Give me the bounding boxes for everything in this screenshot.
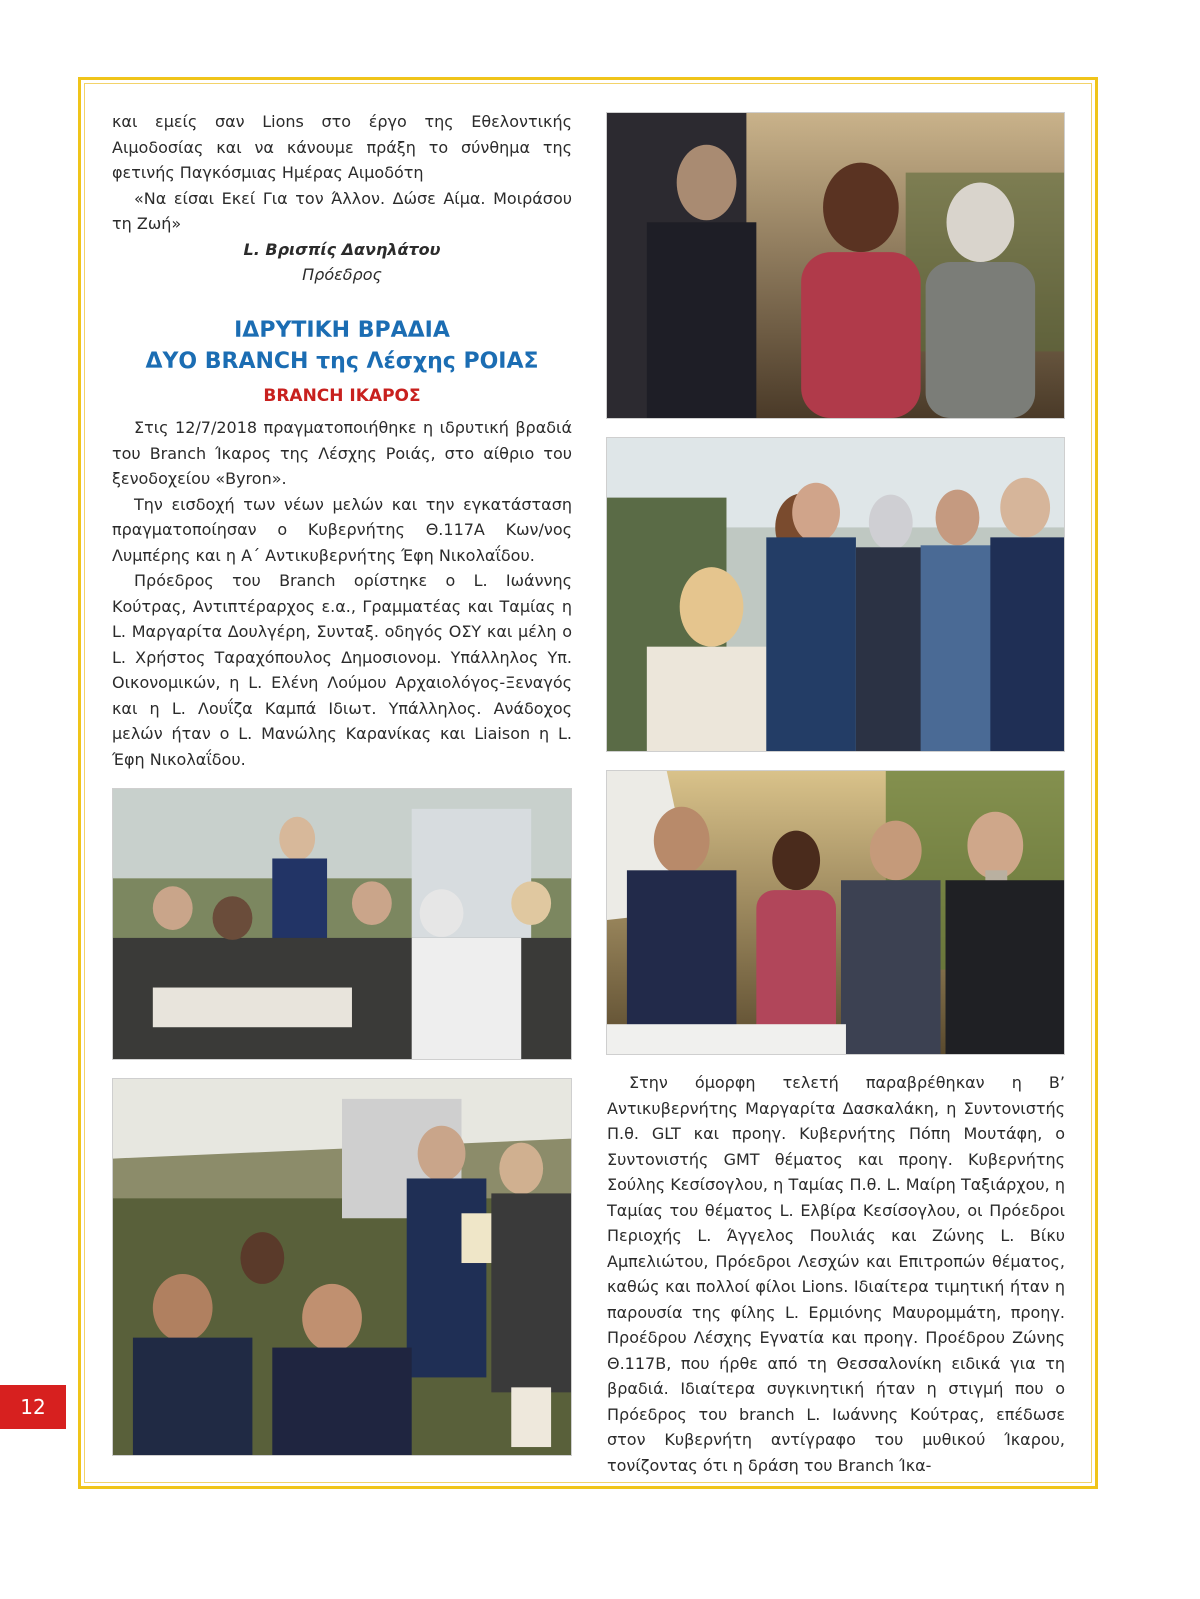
heading-sub: BRANCH ΙΚΑΡΟΣ — [263, 386, 421, 406]
article-continuation: Στην όμορφη τελετή παραβρέθηκαν η Β’ Αντικυβερνήτης Μαργαρίτα Δασκαλάκη, η Συντονιστής Π.θ. GLT και προηγ. Κυβερνήτης Πόπη Μουτάφη, ο Συντονιστής GMT θέματος και προηγ. Κυβερνήτης Σούλης Κεσίσογλου, η Ταμίας Π.θ. L. Μαίρη Ταξιάρχου, η Ταμίας του θέματος L. Ελβίρα Κεσίσογλου, οι Πρόεδροι Περιοχής L. Άγγελος Πουλιάς και Ζώνης L. Βίκυ Αμπελιώτου, Πρόεδροι Λεσχών και Επιτροπών θέματος, καθώς και πολλοί φίλοι Lions. Ιδιαίτερα τιμητική ήταν η παρουσία της φίλης L. Ερμιόνης Μαυρομμάτη, προηγ. Προέδρου Λέσχης Εγνατία και προηγ. Προέδρου Ζώνης Θ.117Β, που ήρθε από τη Θεσσαλονίκη ειδικά για τη βραδιά. Ιδιαίτερα συγκινητική ήταν η στιγμή που ο Πρόεδρος του branch L. Ιωάννης Κούτρας, επέδωσε στον Κυβερνήτη αντίγραφο του μυθικού Ίκαρου, τονίζοντας ότι η δράση του Branch Ίκα- — [607, 1073, 1065, 1475]
signature-role: Πρόεδρος — [302, 265, 382, 284]
article-paragraph-2: Την εισδοχή των νέων μελών και την εγκατάσταση πραγματοποίησαν ο Κυβερνήτης Θ.117Α Κων/νος Λυμπέρης και η Α΄ Αντικυβερνήτης Έφη Νικολαΐδου. — [112, 494, 572, 565]
photo-ceremony-speech — [606, 112, 1065, 419]
article-paragraph-1: Στις 12/7/2018 πραγματοποιήθηκε η ιδρυτική βραδιά του Branch Ίκαρος της Λέσχης Ροιάς, στο αίθριο του ξενοδοχείου «Byron». — [112, 418, 572, 488]
intro-line-2: «Να είσαι Εκεί Για τον Άλλον. Δώσε Αίμα. Μοιράσου τη Ζωή» — [112, 188, 572, 233]
article-left — [112, 415, 572, 772]
photo-group-standing — [606, 437, 1065, 752]
signature-name: L. Βρισπίς Δανηλάτου — [243, 239, 441, 259]
photo-evening-group — [606, 770, 1065, 1055]
article-paragraph-3: Πρόεδρος του Branch ορίστηκε ο L. Ιωάννης Κούτρας, Αντιπτέραρχος ε.α., Γραμματέας και Ταμίας η L. Μαργαρίτα Δουλγέρη, Συνταξ. οδηγός ΟΣΥ και μέλη ο L. Χρήστος Ταραχόπουλος Δημοσιονομ. Υπάλληλος Υπ. Οικονομικών, η L. Ελένη Λούμου Αρχαιολόγος-Ξεναγός και η L. Λουΐζα Καμπά Ιδιωτ. Υπάλληλος. Ανάδοχος μελών ήταν ο L. Μανώλης Καρανίκας και Liaison η L. Έφη Νικολαΐδου. — [112, 571, 572, 769]
page-number: 12 — [0, 1385, 66, 1429]
photo-seated-audience — [112, 788, 572, 1060]
photo-gift-presentation — [112, 1078, 572, 1456]
article-right — [607, 1070, 1065, 1478]
heading-line-2: ΔΥΟ BRANCH της Λέσχης ΡΟΙΑΣ — [145, 349, 539, 374]
intro-block — [112, 109, 572, 288]
heading-line-1: ΙΔΡΥΤΙΚΗ ΒΡΑΔΙΑ — [234, 318, 450, 343]
intro-line-1: και εμείς σαν Lions στο έργο της Εθελοντικής Αιμοδοσίας και να κάνουμε πράξη το σύνθημα της φετινής Παγκόσμιας Ημέρας Αιμοδότη — [112, 112, 572, 182]
